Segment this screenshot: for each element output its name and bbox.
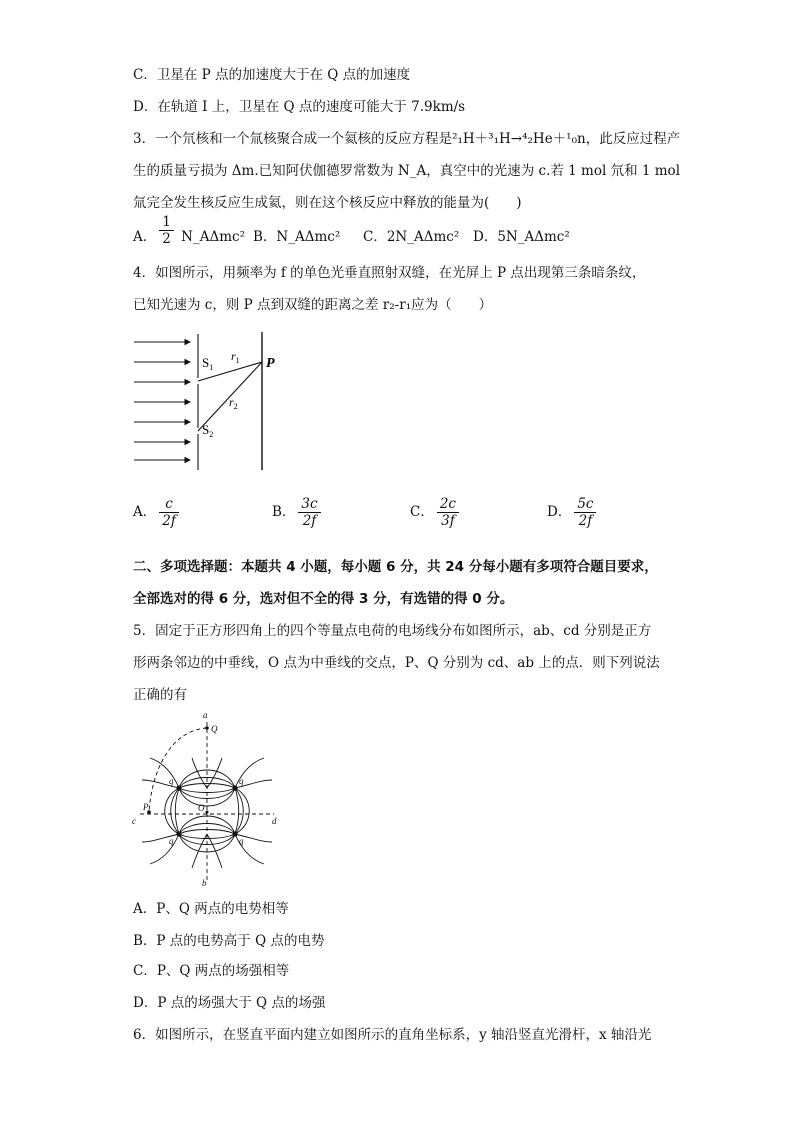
- charge-label: q: [239, 776, 244, 786]
- line-q2-c: C．卫星在 P 点的加速度大于在 Q 点的加速度: [133, 67, 411, 83]
- point-q: [205, 726, 209, 730]
- dashed-arc: [149, 728, 207, 812]
- label-q-point: Q: [211, 724, 218, 734]
- charge-label: q: [239, 836, 244, 846]
- electric-field-figure: [132, 708, 282, 890]
- s2-label: $S_2$: [202, 422, 214, 439]
- line-q6-stem-1: 6．如图所示，在竖直平面内建立如图所示的直角坐标系，y 轴沿竖直光滑杆，x 轴沿光: [133, 1027, 652, 1043]
- label-o: O: [198, 803, 205, 813]
- line-q5-stem-2: 形两条邻边的中垂线，O 点为中垂线的交点，P、Q 分别为 cd、ab 上的点．则下列说法: [133, 655, 660, 671]
- charge-label: q: [169, 776, 174, 786]
- r1-label: $r_1$: [231, 349, 240, 365]
- q4-option-d: D． $\frac{5c}{2f}$: [547, 496, 599, 529]
- label-a: a: [203, 710, 208, 720]
- line-q5-stem-3: 正确的有: [133, 687, 187, 703]
- label-d: d: [272, 816, 277, 826]
- line-q3-stem-1: 3．一个氘核和一个氚核聚合成一个氦核的反应方程是²₁H＋³₁H→⁴₂He＋¹₀n，此反应过程产: [133, 131, 681, 147]
- q4-option-b: B． $\frac{3c}{2f}$: [272, 496, 324, 529]
- label-p-point: P: [143, 802, 149, 812]
- q3-options: [133, 214, 693, 256]
- charge-label: q: [169, 836, 174, 846]
- charge-top-left: [176, 785, 181, 790]
- s1-label: $S_1$: [202, 355, 214, 372]
- q4-option-c: C． $\frac{2c}{3f}$: [410, 496, 462, 529]
- q4-options: [133, 496, 613, 540]
- double-slit-figure: [132, 330, 282, 472]
- q5-option-b: B．P 点的电势高于 Q 点的电势: [133, 933, 325, 949]
- line-q5-stem-1: 5．固定于正方形四角上的四个等量点电荷的电场线分布如图所示，ab、cd 分别是正方: [133, 623, 652, 639]
- q5-option-d: D．P 点的场强大于 Q 点的场强: [133, 995, 326, 1011]
- line-q3-stem-2: 生的质量亏损为 Δm.已知阿伏伽德罗常数为 N_A，真空中的光速为 c.若 1 mol 氘和 1 mol: [133, 163, 681, 179]
- p-label: P: [266, 356, 275, 371]
- charge-top-right: [232, 785, 237, 790]
- q5-option-a: A．P、Q 两点的电势相等: [133, 901, 289, 917]
- line-q3-stem-3: 氚完全发生核反应生成氦，则在这个核反应中释放的能量为( ): [133, 195, 522, 211]
- r2-label: $r_2$: [229, 395, 238, 411]
- q3-option-c: C．2N_AΔmc²: [363, 229, 460, 245]
- q4-option-a: A． $\frac{c}{2f}$: [133, 496, 182, 529]
- line-q2-d: D．在轨道 I 上，卫星在 Q 点的速度可能大于 7.9km/s: [133, 99, 466, 115]
- q3-option-d: D．5N_AΔmc²: [473, 229, 570, 245]
- charge-bottom-right: [232, 831, 237, 836]
- label-b: b: [202, 878, 207, 888]
- line-q4-stem-2: 已知光速为 c，则 P 点到双缝的距离之差 r₂-r₁应为（ ）: [133, 297, 493, 313]
- line-q4-stem-1: 4．如图所示，用频率为 f 的单色光垂直照射双缝，在光屏上 P 点出现第三条暗条纹，: [133, 265, 646, 281]
- q3-option-a: A． $\frac{1}{2}$ N_AΔmc²: [133, 214, 245, 247]
- q3-option-b: B．N_AΔmc²: [253, 229, 341, 245]
- q5-option-c: C．P、Q 两点的场强相等: [133, 963, 290, 979]
- section-heading-1: 二、多项选择题：本题共 4 小题，每小题 6 分，共 24 分每小题有多项符合题目要求，: [133, 559, 658, 575]
- charge-bottom-left: [176, 831, 181, 836]
- point-o: [206, 811, 209, 814]
- label-c: c: [132, 816, 136, 826]
- section-heading-2: 全部选对的得 6 分，选对但不全的得 3 分，有选错的得 0 分。: [133, 591, 514, 607]
